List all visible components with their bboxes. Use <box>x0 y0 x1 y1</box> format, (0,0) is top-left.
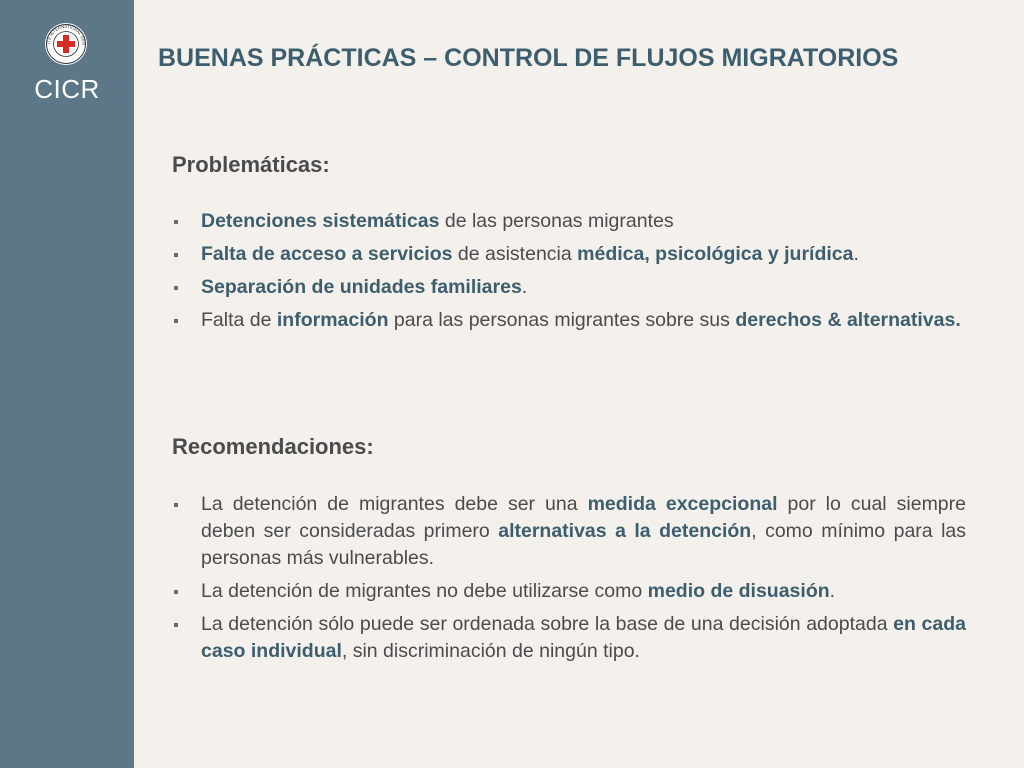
text: . <box>829 580 836 602</box>
bold-text: alternativas a la detención <box>498 520 752 542</box>
text: , como mínimo para las personas más vulnerables. <box>201 520 967 569</box>
problems-heading: Problemáticas: <box>172 152 330 177</box>
emblem-text: ITÉ INTERNATIONAL GEN <box>45 23 87 46</box>
bold-text: medida excepcional <box>587 493 778 515</box>
bold-text: derechos & alternativas. <box>735 309 961 331</box>
bullet-square-icon <box>174 503 178 507</box>
logo-text: CICR <box>34 74 100 104</box>
text: . <box>853 243 859 265</box>
bullet-square-icon <box>174 253 178 257</box>
sidebar <box>0 0 134 768</box>
red-cross-icon <box>44 22 88 66</box>
problems-list <box>172 208 966 340</box>
bullet-square-icon <box>174 220 178 224</box>
bullet-square-icon <box>174 286 178 290</box>
text: , sin discriminación de ningún tipo. <box>341 640 640 662</box>
text: Falta de <box>201 309 277 331</box>
recommendations-heading: Recomendaciones: <box>172 434 374 459</box>
list-item <box>172 208 966 235</box>
bullet-square-icon <box>174 590 178 594</box>
text: para las personas migrantes sobre sus <box>388 309 736 331</box>
list-item <box>172 578 966 605</box>
recommendations-list <box>172 491 966 671</box>
bold-text: médica, psicológica y jurídica <box>577 243 854 265</box>
text: . <box>521 276 528 298</box>
text: La detención sólo puede ser ordenada sobre la base de una decisión adoptada <box>201 613 894 635</box>
list-item <box>172 307 966 334</box>
list-item <box>172 611 966 665</box>
text: de las personas migrantes <box>439 210 674 232</box>
bold-text: información <box>276 309 389 331</box>
slide-title: BUENAS PRÁCTICAS – CONTROL DE FLUJOS MIGRATORIOS <box>158 44 899 72</box>
text: de asistencia <box>452 243 578 265</box>
bold-text: en cada caso individual <box>201 613 966 662</box>
list-item <box>172 491 966 572</box>
list-item <box>172 241 966 268</box>
text: La detención de migrantes no debe utilizarse como <box>201 580 648 602</box>
list-item <box>172 274 966 301</box>
bold-text: Detenciones sistemáticas <box>201 210 440 232</box>
bold-text: Falta de acceso a servicios <box>201 243 453 265</box>
text: por lo cual siempre deben ser consideradas primero <box>201 493 966 542</box>
bullet-square-icon <box>174 623 178 627</box>
bold-text: medio de disuasión <box>647 580 830 602</box>
bold-text: Separación de unidades familiares <box>201 276 522 298</box>
text: La detención de migrantes debe ser una <box>201 493 588 515</box>
bullet-square-icon <box>174 319 178 323</box>
